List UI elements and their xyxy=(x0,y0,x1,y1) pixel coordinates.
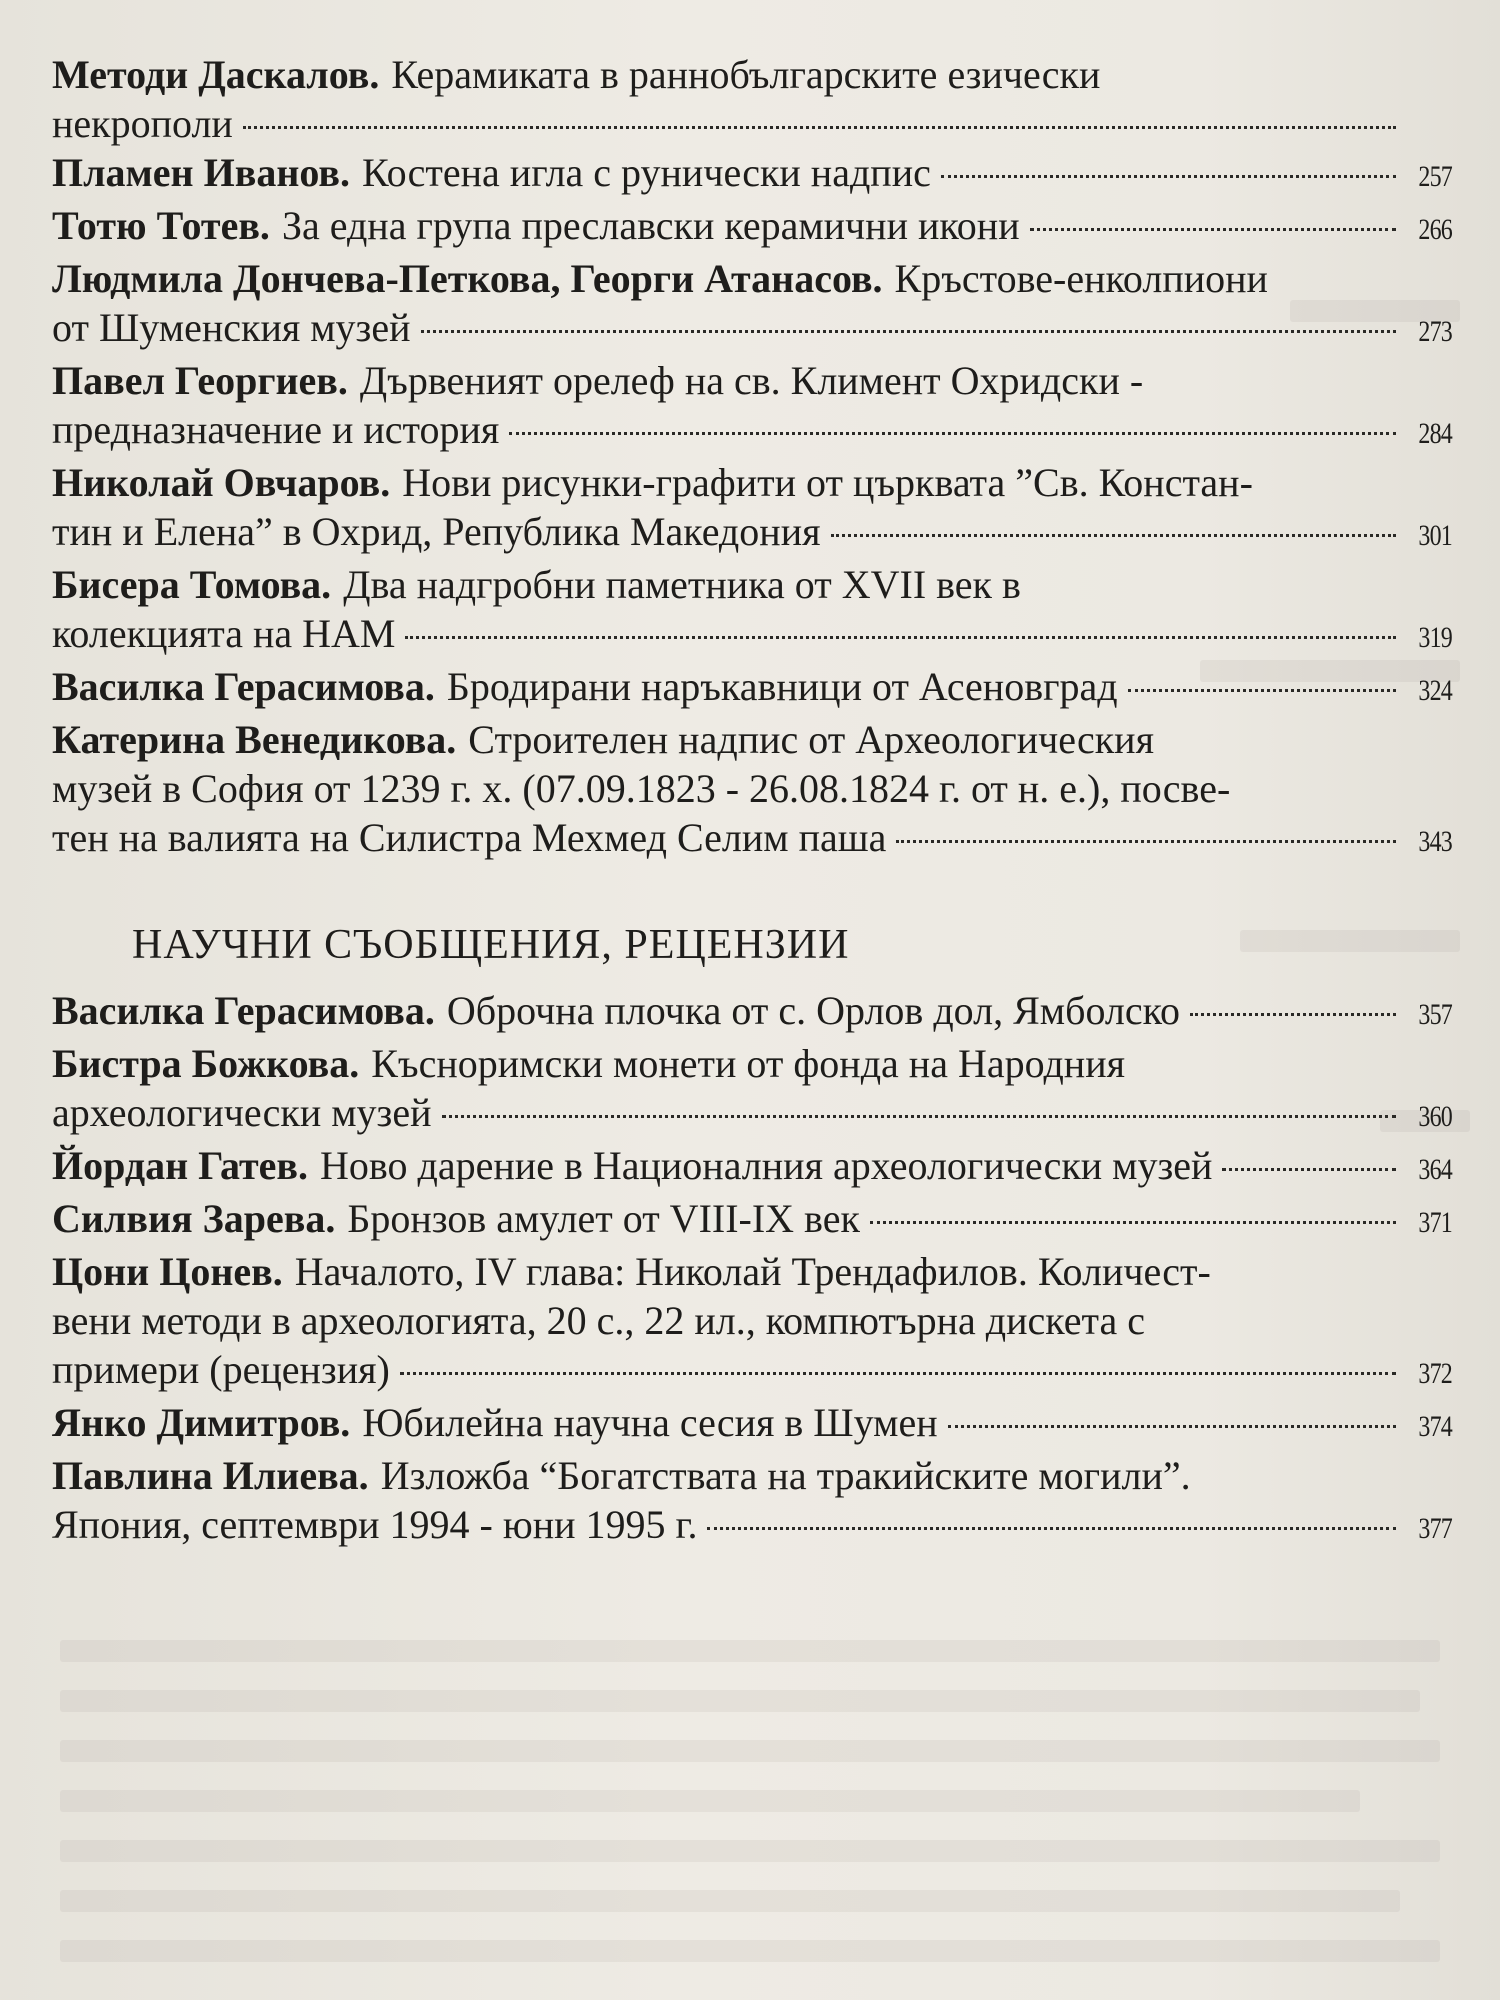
dot-leader xyxy=(896,840,1396,843)
entry-title: некрополи xyxy=(52,101,233,146)
dot-leader xyxy=(1190,1013,1396,1016)
toc-entry xyxy=(52,148,1452,201)
page-number: 343 xyxy=(1418,825,1452,858)
toc-entry xyxy=(52,715,1452,866)
entry-title: Кръстове-енколпиони xyxy=(894,256,1268,301)
entry-title: Бродирани наръкавници от Асеновград xyxy=(446,664,1118,709)
entry-author: Василка Герасимова. xyxy=(52,664,435,709)
page-number: 273 xyxy=(1418,315,1452,348)
entry-title: музей в София от 1239 г. х. (07.09.1823 - 26.08.1824 г. от н. е.), посве- xyxy=(52,766,1231,811)
entry-title: Изложба “Богатствата на тракийските могили”. xyxy=(380,1453,1191,1498)
page-number: 371 xyxy=(1418,1206,1452,1239)
dot-leader xyxy=(707,1527,1396,1530)
entry-author: Методи Даскалов. xyxy=(52,52,380,97)
page-number: 360 xyxy=(1418,1100,1452,1133)
section-heading: НАУЧНИ СЪОБЩЕНИЯ, РЕЦЕНЗИИ xyxy=(132,922,850,968)
entry-title: археологически музей xyxy=(52,1090,432,1135)
entry-title: Началото, IV глава: Николай Трендафилов. Количест- xyxy=(294,1249,1211,1294)
entry-title: тин и Елена” в Охрид, Република Македония xyxy=(52,509,821,554)
dot-leader xyxy=(400,1372,1396,1375)
entry-title: Юбилейна научна сесия в Шумен xyxy=(362,1400,938,1445)
entry-title: Строителен надпис от Археологическия xyxy=(468,717,1154,762)
entry-author: Василка Герасимова. xyxy=(52,988,435,1033)
entry-title: Ново дарение в Националния археологически музей xyxy=(320,1143,1213,1188)
dot-leader xyxy=(421,330,1396,333)
toc-entry xyxy=(52,560,1452,662)
entry-title: Костена игла с рунически надпис xyxy=(361,150,931,195)
entry-author: Бисера Томова. xyxy=(52,562,332,607)
toc-entry xyxy=(52,1039,1452,1141)
page-number: 266 xyxy=(1418,213,1452,246)
dot-leader xyxy=(243,126,1396,129)
dot-leader xyxy=(1222,1168,1396,1171)
entry-author: Павел Георгиев. xyxy=(52,358,348,403)
entry-title: предназначение и история xyxy=(52,407,500,452)
entry-title: Оброчна плочка от с. Орлов дол, Ямболско xyxy=(446,988,1181,1033)
entry-author: Бистра Божкова. xyxy=(52,1041,360,1086)
entry-title: тен на валията на Силистра Мехмед Селим паша xyxy=(52,815,887,860)
page-number: 364 xyxy=(1418,1153,1452,1186)
entry-title: Япония, септември 1994 - юни 1995 г. xyxy=(52,1502,698,1547)
entry-author: Пламен Иванов. xyxy=(52,150,350,195)
page-number: 374 xyxy=(1418,1410,1452,1443)
toc-entry xyxy=(52,50,1452,148)
toc-entry xyxy=(52,1194,1452,1247)
page-number: 319 xyxy=(1418,621,1452,654)
page-number: 257 xyxy=(1418,160,1452,193)
page-number: 324 xyxy=(1418,674,1452,707)
entry-title: Бронзов амулет от VIII-IX век xyxy=(347,1196,860,1241)
entry-title: Два надгробни паметника от XVII век в xyxy=(343,562,1021,607)
page-number: 372 xyxy=(1418,1357,1452,1390)
dot-leader xyxy=(831,534,1397,537)
entry-author: Катерина Венедикова. xyxy=(52,717,457,762)
toc-entry xyxy=(52,1451,1452,1553)
entry-author: Людмила Дончева-Петкова, Георги Атанасов. xyxy=(52,256,883,301)
entry-author: Янко Димитров. xyxy=(52,1400,351,1445)
dot-leader xyxy=(509,432,1396,435)
entry-title: Керамиката в раннобългарските езически xyxy=(391,52,1101,97)
entry-title: За една група преславски керамични икони xyxy=(281,203,1020,248)
table-of-contents xyxy=(52,50,1452,1553)
dot-leader xyxy=(1030,228,1396,231)
toc-entry xyxy=(52,1247,1452,1398)
dot-leader xyxy=(948,1425,1396,1428)
page-number: 377 xyxy=(1418,1512,1452,1545)
entry-title: колекцията на НАМ xyxy=(52,611,396,656)
toc-entry xyxy=(52,254,1452,356)
entry-title: примери (рецензия) xyxy=(52,1347,390,1392)
page-number: 284 xyxy=(1418,417,1452,450)
entry-title: Дървеният орелеф на св. Климент Охридски - xyxy=(359,358,1144,403)
toc-entry xyxy=(52,1398,1452,1451)
entry-author: Николай Овчаров. xyxy=(52,460,391,505)
toc-entry xyxy=(52,356,1452,458)
entry-title: Късноримски монети от фонда на Народния xyxy=(371,1041,1126,1086)
dot-leader xyxy=(442,1115,1397,1118)
entry-author: Силвия Зарева. xyxy=(52,1196,336,1241)
entry-author: Тотю Тотев. xyxy=(52,203,270,248)
toc-entry xyxy=(52,458,1452,560)
page-number: 357 xyxy=(1418,998,1452,1031)
toc-entry xyxy=(52,662,1452,715)
dot-leader xyxy=(405,636,1396,639)
entry-title: вени методи в археологията, 20 с., 22 ил., компютърна дискета с xyxy=(52,1298,1145,1343)
entry-title: от Шуменския музей xyxy=(52,305,411,350)
dot-leader xyxy=(870,1221,1396,1224)
dot-leader xyxy=(941,175,1396,178)
toc-entry xyxy=(52,1141,1452,1194)
entry-author: Цони Цонев. xyxy=(52,1249,283,1294)
entry-title: Нови рисунки-графити от църквата ”Св. Констан- xyxy=(402,460,1253,505)
entry-author: Павлина Илиева. xyxy=(52,1453,369,1498)
dot-leader xyxy=(1128,689,1396,692)
page-number: 301 xyxy=(1418,519,1452,552)
toc-entry xyxy=(52,986,1452,1039)
entry-author: Йордан Гатев. xyxy=(52,1143,309,1188)
toc-entry xyxy=(52,201,1452,254)
